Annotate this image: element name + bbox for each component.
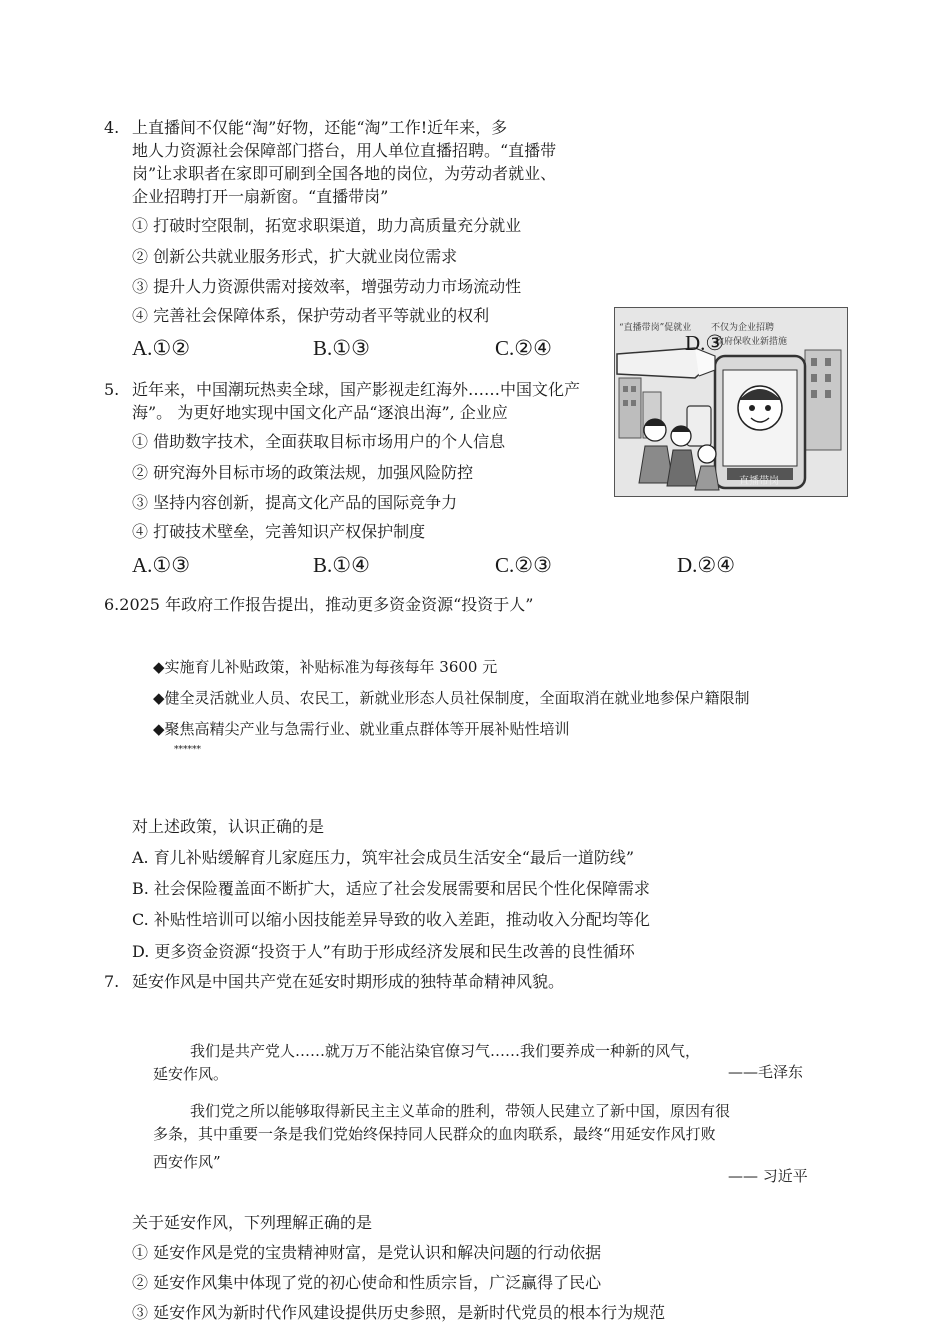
- q7-quote2-line-3: 西安作风”: [153, 1153, 221, 1171]
- q7-quote1-line-2: 延安作风。: [153, 1065, 229, 1083]
- illustration-caption-right: 不仅为企业招聘: [711, 323, 775, 333]
- q6-option-a: A. 育儿补贴缓解育儿家庭压力，筑牢社会成员生活安全“最后一道防线”: [132, 848, 635, 867]
- q5-number: 5.: [104, 380, 120, 399]
- q7-title: 延安作风是中国共产党在延安时期形成的独特革命精神风貌。: [132, 972, 565, 991]
- q4-choice-a: A.①②: [132, 336, 191, 360]
- q4-option-4: ④ 完善社会保障体系，保护劳动者平等就业的权利: [132, 306, 490, 325]
- q4-option-3: ③ 提升人力资源供需对接效率，增强劳动力市场流动性: [132, 277, 522, 296]
- q7-quote1-line-1: 我们是共产党人……就万万不能沾染官僚习气……我们要养成一种新的风气，: [190, 1042, 701, 1060]
- q6-policy-3: ◆聚焦高精尖产业与急需行业、就业重点群体等开展补贴性培训: [153, 720, 570, 738]
- q7-quote2-line-2: 多条，其中重要一条是我们党始终保持同人民群众的血肉联系，最终“用延安作风打败: [153, 1125, 716, 1143]
- q7-option-2: ② 延安作风集中体现了党的初心使命和性质宗旨，广泛赢得了民心: [132, 1273, 602, 1292]
- q7-number: 7.: [104, 972, 120, 991]
- q7-author1: ——毛泽东: [728, 1063, 804, 1081]
- q6-option-b: B. 社会保险覆盖面不断扩大，适应了社会发展需要和居民个性化保障需求: [132, 879, 650, 898]
- q4-stem-line-1: 上直播间不仅能“淘”好物，还能“淘”工作!近年来，多: [132, 118, 508, 137]
- q7-option-3: ③ 延安作风为新时代作风建设提供历史参照，是新时代党员的根本行为规范: [132, 1303, 666, 1322]
- q5-choice-b: B.①④: [313, 553, 370, 577]
- q7-quote2-line-1: 我们党之所以能够取得新民主主义革命的胜利，带领人民建立了新中国，原因有很: [190, 1102, 731, 1120]
- q7-option-1: ① 延安作风是党的宝贵精神财富，是党认识和解决问题的行动依据: [132, 1243, 602, 1262]
- q4-stem-line-4: 企业招聘打开一扇新窗。“直播带岗”: [132, 187, 389, 206]
- illustration-screen-label: 直播带岗: [739, 476, 779, 487]
- q5-option-1: ① 借助数字技术，全面获取目标市场用户的个人信息: [132, 432, 506, 451]
- live-hiring-illustration: [614, 307, 848, 497]
- q4-stem-line-2: 地人力资源社会保障部门搭台，用人单位直播招聘。“直播带: [132, 141, 557, 160]
- q5-stem-line-1: 近年来，中国潮玩热卖全球，国产影视走红海外……中国文化产: [132, 380, 581, 399]
- q5-option-3: ③ 坚持内容创新，提高文化产品的国际竞争力: [132, 493, 458, 512]
- q6-title: 6.2025 年政府工作报告提出，推动更多资金资源“投资于人”: [104, 595, 534, 614]
- q6-ellipsis: ******: [174, 745, 201, 755]
- q5-choice-d: D.②④: [677, 553, 736, 577]
- q6-option-c: C. 补贴性培训可以缩小因技能差异导致的收入差距，推动收入分配均等化: [132, 910, 650, 929]
- q5-stem-line-2: 海”。 为更好地实现中国文化产品“逐浪出海”, 企业应: [132, 403, 508, 422]
- q6-option-d: D. 更多资金资源“投资于人”有助于形成经济发展和民生改善的良性循环: [132, 942, 635, 961]
- q5-choice-c: C.②③: [495, 553, 552, 577]
- q7-stem: 关于延安作风，下列理解正确的是: [132, 1213, 373, 1232]
- q5-option-2: ② 研究海外目标市场的政策法规，加强风险防控: [132, 463, 474, 482]
- q4-option-2: ② 创新公共就业服务形式，扩大就业岗位需求: [132, 247, 458, 266]
- q4-choice-d: D.③: [685, 331, 725, 355]
- q4-option-1: ① 打破时空限制，拓宽求职渠道，助力高质量充分就业: [132, 216, 522, 235]
- q6-policy-1: ◆实施育儿补贴政策，补贴标准为每孩每年 3600 元: [153, 658, 498, 676]
- q4-choice-c: C.②④: [495, 336, 552, 360]
- q5-option-4: ④ 打破技术壁垒，完善知识产权保护制度: [132, 522, 426, 541]
- q7-author2: —— 习近平: [728, 1167, 808, 1185]
- q6-stem: 对上述政策，认识正确的是: [132, 817, 325, 836]
- q6-policy-2: ◆健全灵活就业人员、农民工，新就业形态人员社保制度，全面取消在就业地参保户籍限制: [153, 689, 750, 707]
- q4-choice-b: B.①③: [313, 336, 370, 360]
- q4-stem-line-3: 岗”让求职者在家即可刷到全国各地的岗位，为劳动者就业、: [132, 164, 557, 183]
- q4-number: 4.: [104, 118, 120, 137]
- q5-choice-a: A.①③: [132, 553, 191, 577]
- illustration-caption: “直播带岗”促就业: [619, 323, 692, 333]
- illustration-caption-row2: 政府保收业新措施: [715, 337, 788, 347]
